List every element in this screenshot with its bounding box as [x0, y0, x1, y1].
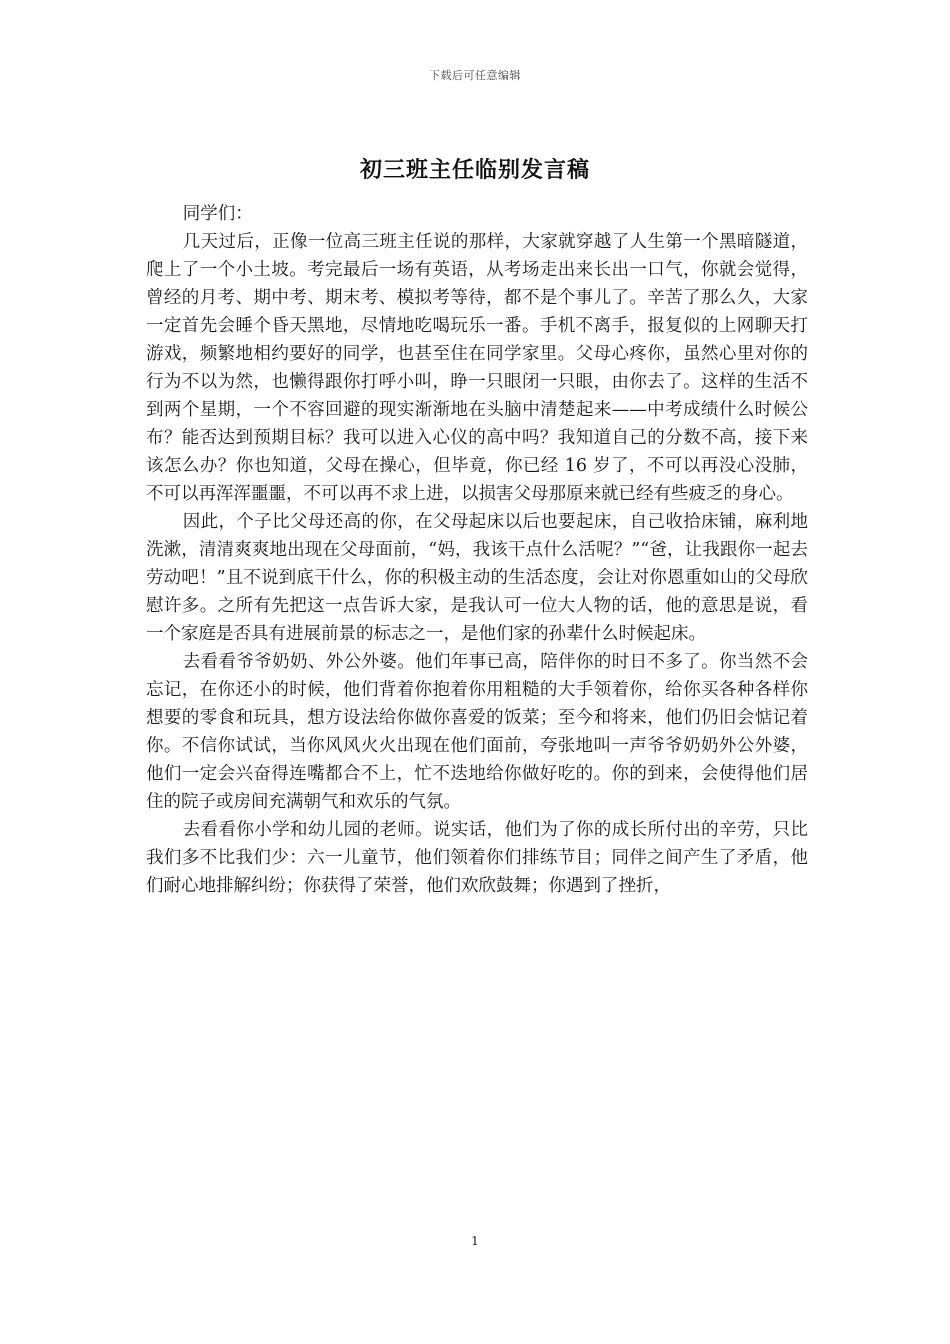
document-title: 初三班主任临别发言稿 — [359, 157, 590, 183]
paragraph: 去看看爷爷奶奶、外公外婆。他们年事已高，陪伴你的时日不多了。你当然不会忘记，在你还小的时候，他们背着你抱着你用粗糙的大手领着你，给你买各种各样你想要的零食和玩具，想方设法给你做你喜爱的饭菜；至今和将来，他们仍旧会惦记着你。不信你试试，当你风风火火出现在他们面前，夸张地叫一声爷爷奶奶外公外婆，他们一定会兴奋得连嘴都合不上，忙不迭地给你做好吃的。你的到来，会使得他们居住的院子或房间充满朝气和欢乐的气氛。 — [146, 652, 808, 812]
page-number: 1 — [471, 1234, 479, 1248]
paragraph: 几天过后，正像一位高三班主任说的那样，大家就穿越了人生第一个黑暗隧道，爬上了一个小土坡。考完最后一场有英语，从考场走出来长出一口气，你就会觉得，曾经的月考、期中考、期末考、模拟考等待，都不是个事儿了。辛苦了那么久，大家一定首先会睡个昏天黑地，尽情地吃喝玩乐一番。手机不离手，报复似的上网聊天打游戏，频繁地相约要好的同学，也甚至住在同学家里。父母心疼你，虽然心里对你的行为不以为然，也懒得跟你打呼小叫，睁一只眼闭一只眼，由你去了。这样的生活不到两个星期，一个不容回避的现实渐渐地在头脑中清楚起来——中考成绩什么时候公布？能否达到预期目标？我可以进入心仪的高中吗？我知道自己的分数不高，接下来该怎么办？你也知道，父母在操心，但毕竟，你已经 16 岁了，不可以再没心没肺，不可以再浑浑噩噩，不可以再不求上进，以损害父母那原来就已经有些疲乏的身心。 — [146, 232, 808, 504]
header-note: 下载后可任意编辑 — [429, 69, 521, 82]
paragraph-greeting: 同学们： — [182, 204, 253, 224]
paragraph: 因此，个子比父母还高的你，在父母起床以后也要起床，自己收拾床铺，麻利地洗漱，清清爽爽地出现在父母面前，“妈，我该干点什么活呢？”“爸，让我跟你一起去劳动吧！”且不说到底干什么，你的积极主动的生活态度，会让对你恩重如山的父母欣慰许多。之所有先把这一点告诉大家，是我认可一位大人物的话，他的意思是说，看一个家庭是否具有进展前景的标志之一，是他们家的孙辈什么时候起床。 — [146, 512, 808, 644]
document-body — [146, 200, 808, 900]
paragraph: 去看看你小学和幼儿园的老师。说实话，他们为了你的成长所付出的辛劳，只比我们多不比我们少：六一儿童节，他们领着你们排练节目；同伴之间产生了矛盾，他们耐心地排解纠纷；你获得了荣誉，他们欢欣鼓舞；你遇到了挫折， — [146, 820, 808, 896]
